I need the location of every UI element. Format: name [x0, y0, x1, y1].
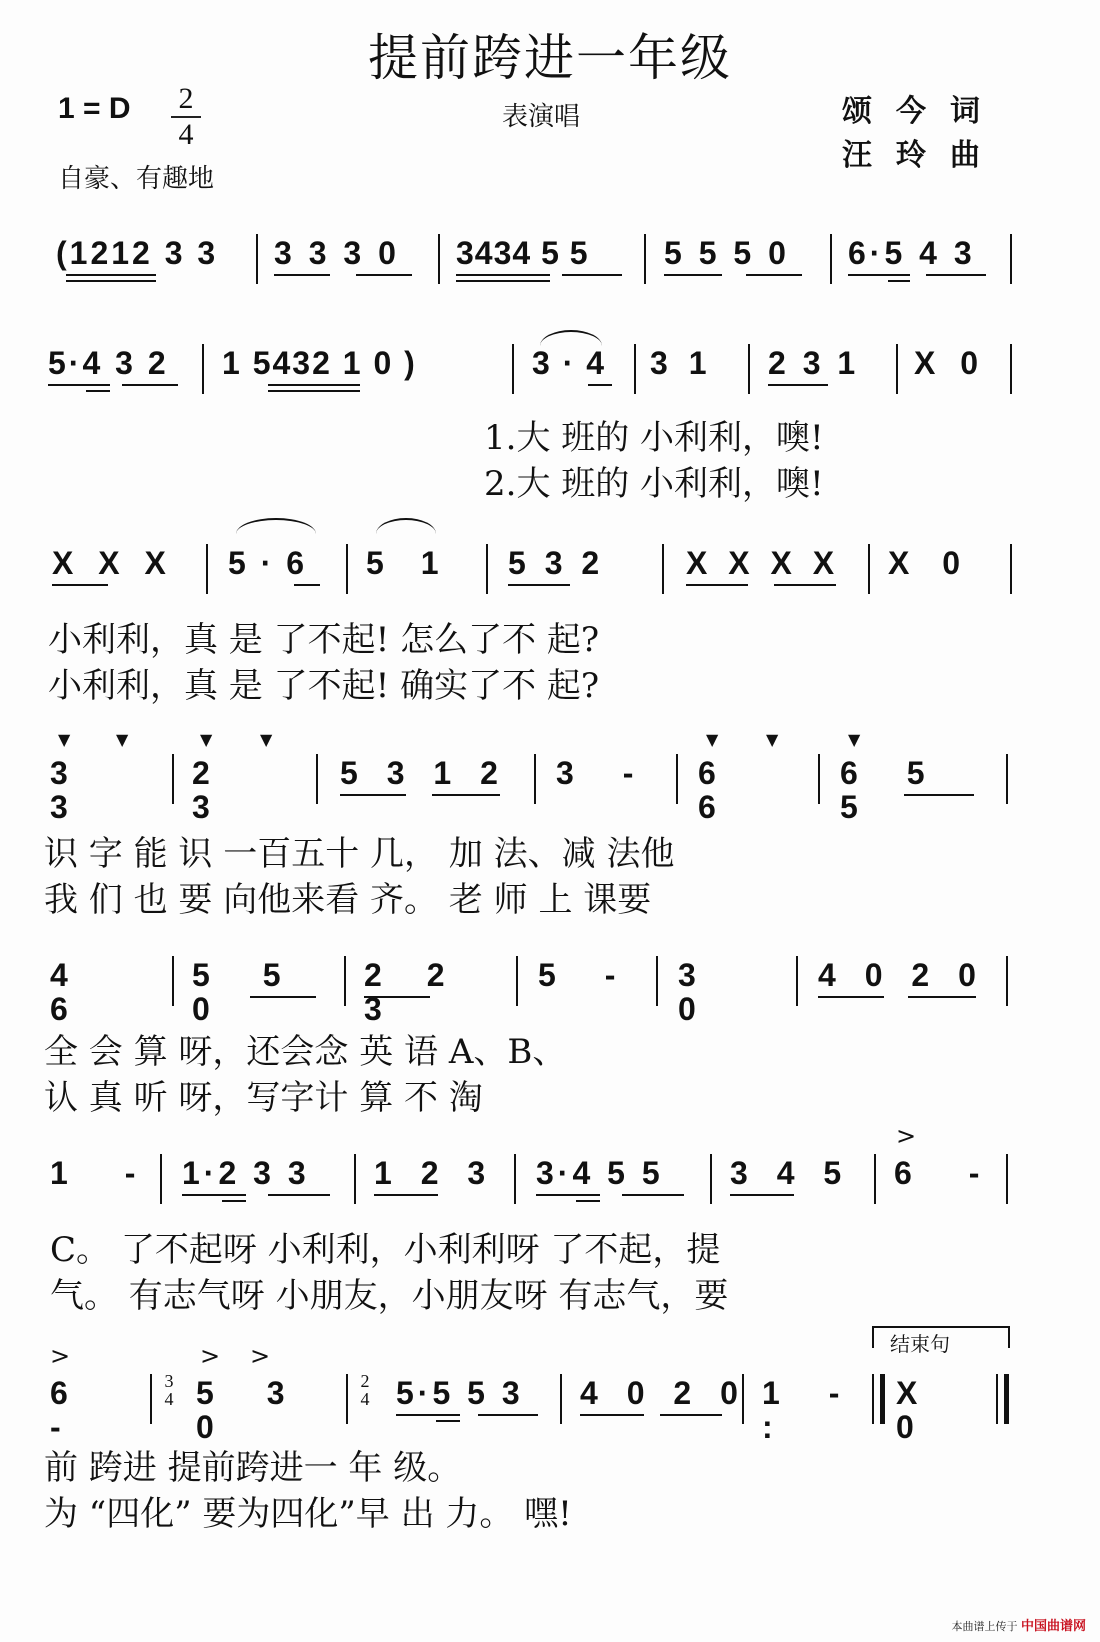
barline: [256, 234, 258, 284]
beam: [848, 274, 910, 276]
measure-2-2: 1 5432 1 0 ): [222, 345, 417, 381]
staff-row-3: [0, 532, 1100, 602]
measure-5-2: 5 5 0: [192, 957, 303, 1027]
time24-bottom: 4: [360, 1389, 370, 1409]
barline: [874, 1154, 876, 1204]
measure-7-4: 4 0 2 0: [580, 1375, 748, 1411]
staccato-mark: ▼: [58, 730, 71, 749]
footer-text: 本曲谱上传于: [951, 1620, 1018, 1633]
lyrics-row-3-verse-1: 小利利，真 是 了不起! 怎么了不 起?: [48, 620, 600, 660]
beam: [340, 794, 406, 796]
measure-1-5: 6·5 4 3: [848, 235, 976, 271]
key-signature: 1 = D: [58, 92, 131, 125]
measure-3-1: X X X: [52, 545, 174, 581]
beam: [664, 274, 722, 276]
measure-1-3: 3434 5 5: [456, 235, 589, 271]
measure-7-3: 5·5 5 3: [396, 1375, 524, 1411]
beam: [356, 274, 412, 276]
measure-4-5: 6 6: [698, 755, 740, 825]
measure-6-5: 3 4 5: [730, 1155, 852, 1191]
measure-4-4: 3 -: [556, 755, 654, 791]
measure-1-4: 5 5 5 0: [664, 235, 790, 271]
barline: [1010, 234, 1012, 284]
beam: [52, 584, 108, 586]
measure-4-1: 3 3: [50, 755, 92, 825]
slur: [236, 518, 316, 534]
measure-5-5: 3 0: [678, 957, 720, 1027]
barline: [172, 956, 174, 1006]
barline: [560, 1374, 562, 1424]
beam: [686, 584, 748, 586]
measure-6-2: 1·2 3 3: [182, 1155, 310, 1191]
barline: [662, 544, 664, 594]
barline: [634, 344, 636, 394]
staff-row-6: [0, 1122, 1100, 1212]
measure-2-4: 3 1: [650, 345, 713, 381]
accent-mark: >: [250, 1342, 271, 1370]
beam: [268, 1194, 330, 1196]
barline: [1010, 544, 1012, 594]
beam: [576, 1200, 600, 1202]
composer-credit: 汪玲曲: [842, 138, 1004, 173]
beam: [456, 280, 550, 282]
measure-3-5: X X X X: [686, 545, 841, 581]
time24-top: 2: [360, 1371, 370, 1391]
staccato-mark: ▼: [260, 730, 273, 749]
measure-7-1: 6 -: [50, 1375, 90, 1445]
barline: [512, 344, 514, 394]
time34-bottom: 4: [164, 1389, 174, 1409]
footer-brand[interactable]: 中国曲谱网: [1020, 1619, 1086, 1634]
beam: [926, 274, 986, 276]
measure-5-4: 5 -: [538, 957, 636, 993]
measure-3-3: 5 1: [366, 545, 453, 581]
barline: [534, 754, 536, 804]
performance-type: 表演唱: [502, 102, 581, 132]
measure-6-3: 1 2 3: [374, 1155, 496, 1191]
measure-6-6: 6 -: [894, 1155, 1004, 1191]
beam: [374, 1194, 438, 1196]
barline: [1010, 344, 1012, 394]
barline: [742, 1374, 744, 1424]
beam: [562, 274, 622, 276]
beam: [222, 1200, 246, 1202]
lyrics-row-2-verse-1: 1.大 班的 小利利，噢!: [484, 418, 824, 458]
time-bottom: 4: [178, 118, 194, 151]
beam: [660, 1414, 722, 1416]
barline: [868, 544, 870, 594]
barline: [160, 1154, 162, 1204]
lyrics-row-4-verse-1: 识 字 能 识 一百五十 几， 加 法、减 法他: [44, 834, 675, 874]
upload-footer: [951, 1615, 1086, 1634]
measure-6-1: 1 -: [50, 1155, 160, 1191]
staccato-mark: ▼: [116, 730, 129, 749]
measure-2-6: X 0: [914, 345, 987, 381]
measure-3-4: 5 3 2: [508, 545, 605, 581]
measure-6-4: 3·4 5 5: [536, 1155, 664, 1191]
beam: [122, 384, 178, 386]
barline: [818, 754, 820, 804]
beam: [508, 584, 570, 586]
measure-2-1: 5·4 3 2: [48, 345, 169, 381]
barline: [710, 1154, 712, 1204]
beam: [588, 384, 612, 386]
song-title: 提前跨进一年级: [368, 29, 732, 87]
barline: [516, 956, 518, 1006]
beam: [774, 584, 836, 586]
beam: [478, 1414, 538, 1416]
barline: [202, 344, 204, 394]
accent-mark: >: [200, 1342, 221, 1370]
beam: [250, 996, 316, 998]
beam: [274, 274, 330, 276]
beam: [48, 384, 110, 386]
beam: [456, 274, 550, 276]
barline: [514, 1154, 516, 1204]
barline: [896, 344, 898, 394]
lyrics-row-5-verse-2: 认 真 听 呀，写字计 算 不 淘: [44, 1078, 483, 1118]
beam: [86, 390, 110, 392]
lyrics-row-3-verse-2: 小利利，真 是 了不起! 确实了不 起?: [48, 666, 600, 706]
measure-5-6: 4 0 2 0: [818, 957, 986, 993]
staff-row-1: [0, 222, 1100, 292]
barline: [796, 956, 798, 1006]
beam: [432, 794, 500, 796]
beam: [622, 1194, 684, 1196]
measure-3-6: X 0: [888, 545, 973, 581]
measure-5-1: 4 6: [50, 957, 92, 1027]
measure-2-3: 3 · 4: [532, 345, 607, 381]
beam: [66, 274, 156, 276]
barline: [644, 234, 646, 284]
lyrics-row-7-verse-1: 前 跨进 提前跨进一 年 级。: [44, 1448, 462, 1488]
measure-4-3: 5 3 1 2: [340, 755, 508, 791]
beam: [888, 280, 910, 282]
measure-4-2: 2 3: [192, 755, 234, 825]
barline: [438, 234, 440, 284]
beam: [268, 384, 360, 386]
staccato-mark: ▼: [848, 730, 861, 749]
measure-4-6: 6 5 5: [840, 755, 945, 825]
lyrics-row-6-verse-2: 气。 有志气呀 小朋友，小朋友呀 有志气，要: [50, 1276, 729, 1316]
barline: [206, 544, 208, 594]
lyrics-row-2-verse-2: 2.大 班的 小利利，噢!: [484, 464, 824, 504]
barline: [748, 344, 750, 394]
slur: [540, 330, 602, 346]
beam: [66, 280, 156, 282]
lyrics-row-7-verse-2: 为 “四化” 要为四化”早 出 力。 嘿!: [44, 1494, 572, 1534]
beam: [182, 1194, 246, 1196]
beam: [580, 1414, 644, 1416]
beam: [746, 274, 802, 276]
repeat-barline: [872, 1374, 885, 1424]
measure-5-3: 2 2 3: [364, 957, 463, 1027]
barline: [346, 1374, 348, 1424]
beam: [268, 390, 360, 392]
measure-7-5: 1 - :: [762, 1375, 860, 1445]
barline: [316, 754, 318, 804]
barline: [1006, 956, 1008, 1006]
beam: [818, 996, 884, 998]
measure-2-5: 2 3 1: [768, 345, 860, 381]
lyrics-row-6-verse-1: C。 了不起呀 小利利，小利利呀 了不起，提: [50, 1230, 721, 1270]
beam: [908, 996, 976, 998]
barline: [656, 956, 658, 1006]
measure-3-2: 5 · 6: [228, 545, 308, 581]
staff-row-5: [0, 944, 1100, 1027]
ending-label: 结束句: [890, 1332, 950, 1356]
barline: [830, 234, 832, 284]
final-barline: [996, 1374, 1009, 1424]
accent-mark: >: [896, 1122, 917, 1150]
beam: [436, 1420, 460, 1422]
lyrics-row-4-verse-2: 我 们 也 要 向他来看 齐。 老 师 上 课要: [44, 880, 652, 920]
barline: [1006, 754, 1008, 804]
barline: [676, 754, 678, 804]
time-sig-3-4: [160, 1372, 178, 1408]
beam: [536, 1194, 600, 1196]
staff-row-2: [0, 332, 1100, 402]
beam: [294, 584, 320, 586]
accent-mark: >: [50, 1342, 71, 1370]
barline: [172, 754, 174, 804]
barline: [344, 956, 346, 1006]
lyrics-row-5-verse-1: 全 会 算 呀，还会念 英 语 A、B、: [44, 1032, 567, 1072]
measure-7-6: X 0: [896, 1375, 932, 1445]
time-signature: [166, 82, 206, 152]
measure-1-1: (1212 3 3: [56, 235, 219, 271]
barline: [354, 1154, 356, 1204]
barline: [486, 544, 488, 594]
beam: [730, 1194, 794, 1196]
measure-7-2: 5 3 0: [196, 1375, 307, 1445]
staccato-mark: ▼: [706, 730, 719, 749]
barline: [1006, 1154, 1008, 1204]
staccato-mark: ▼: [766, 730, 779, 749]
measure-1-2: 3 3 3 0: [274, 235, 400, 271]
time-top: 2: [178, 82, 194, 115]
time34-top: 3: [164, 1371, 174, 1391]
barline: [150, 1374, 152, 1424]
beam: [768, 384, 828, 386]
beam: [904, 794, 974, 796]
beam: [364, 996, 430, 998]
slur: [376, 518, 436, 534]
time-sig-2-4: [356, 1372, 374, 1408]
staccato-mark: ▼: [200, 730, 213, 749]
beam: [396, 1414, 460, 1416]
barline: [346, 544, 348, 594]
tempo-marking: 自豪、有趣地: [58, 164, 215, 194]
lyricist-credit: 颂今词: [842, 94, 1004, 129]
staff-row-4: [0, 730, 1100, 825]
